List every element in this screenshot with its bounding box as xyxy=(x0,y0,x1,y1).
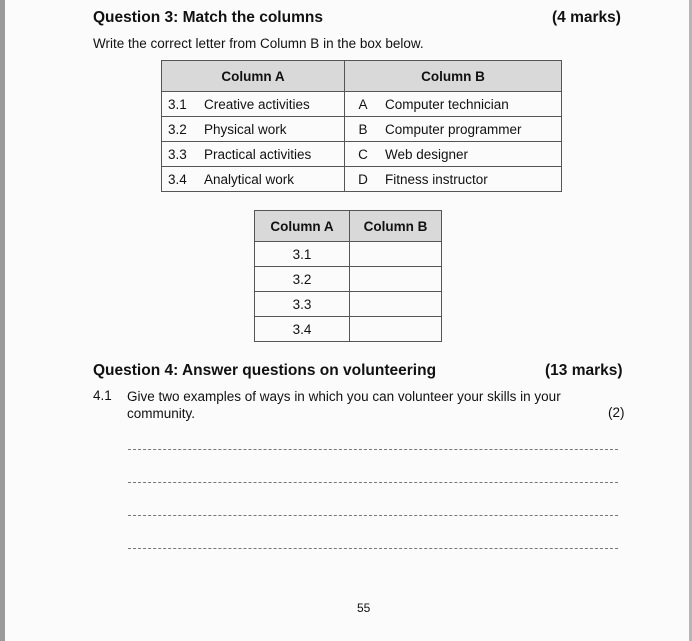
table-row xyxy=(255,317,442,342)
answer-item-number: 3.3 xyxy=(255,292,350,317)
answer-box[interactable] xyxy=(350,292,442,317)
question-4-1-number: 4.1 xyxy=(93,388,112,403)
column-a-header: Column A xyxy=(162,61,345,92)
question-3-marks: (4 marks) xyxy=(552,9,621,26)
answer-item-number: 3.2 xyxy=(255,267,350,292)
answer-line[interactable] xyxy=(128,449,618,450)
column-b-item: Fitness instructor xyxy=(381,167,562,192)
column-b-letter: B xyxy=(345,117,382,142)
matching-table xyxy=(161,60,562,192)
table-row xyxy=(255,292,442,317)
answer-box[interactable] xyxy=(350,267,442,292)
column-b-item: Computer technician xyxy=(381,92,562,117)
page-number: 55 xyxy=(357,601,371,615)
matching-table-header xyxy=(162,61,562,92)
question-4-title: Question 4: Answer questions on volunteering xyxy=(93,362,437,379)
question-4-1-text: Give two examples of ways in which you can volunteer your skills in your community. xyxy=(127,389,561,421)
item-number: 3.3 xyxy=(162,142,203,167)
column-a-item: Practical activities xyxy=(202,142,345,167)
column-b-letter: C xyxy=(345,142,382,167)
answer-line[interactable] xyxy=(128,515,618,516)
item-number: 3.1 xyxy=(162,92,203,117)
table-row xyxy=(162,117,562,142)
column-b-item: Web designer xyxy=(381,142,562,167)
question-3-title: Question 3: Match the columns xyxy=(93,9,323,26)
answer-line[interactable] xyxy=(128,482,618,483)
table-row xyxy=(255,242,442,267)
answer-box[interactable] xyxy=(350,317,442,342)
table-row xyxy=(162,142,562,167)
table-row xyxy=(162,167,562,192)
column-b-letter: A xyxy=(345,92,382,117)
column-a-item: Creative activities xyxy=(202,92,345,117)
answer-box[interactable] xyxy=(350,242,442,267)
column-a-item: Physical work xyxy=(202,117,345,142)
table-row xyxy=(255,267,442,292)
item-number: 3.2 xyxy=(162,117,203,142)
question-4-marks: (13 marks) xyxy=(545,362,623,379)
answer-column-b-header: Column B xyxy=(350,211,442,242)
column-b-item: Computer programmer xyxy=(381,117,562,142)
page-edge-left xyxy=(0,0,5,641)
column-a-item: Analytical work xyxy=(202,167,345,192)
column-b-letter: D xyxy=(345,167,382,192)
answer-item-number: 3.4 xyxy=(255,317,350,342)
answer-item-number: 3.1 xyxy=(255,242,350,267)
answer-column-a-header: Column A xyxy=(255,211,350,242)
answer-table-header xyxy=(255,211,442,242)
question-3-instruction: Write the correct letter from Column B in the box below. xyxy=(93,36,424,51)
column-b-header: Column B xyxy=(345,61,562,92)
question-4-1-marks: (2) xyxy=(608,405,625,420)
answer-line[interactable] xyxy=(128,548,618,549)
table-row xyxy=(162,92,562,117)
answer-table xyxy=(254,210,442,342)
item-number: 3.4 xyxy=(162,167,203,192)
